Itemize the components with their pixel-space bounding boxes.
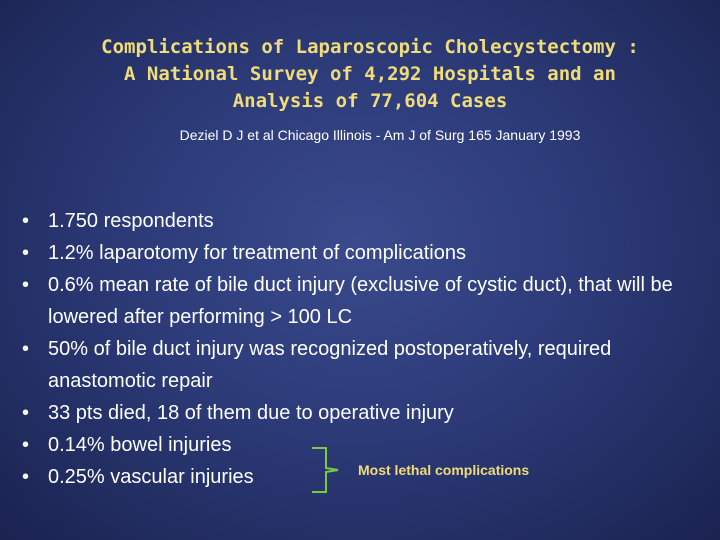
bullet-text: 1.750 respondents — [48, 210, 214, 232]
title-line-2: A National Survey of 4,292 Hospitals and an — [124, 63, 616, 85]
bullet-dot: • — [22, 242, 30, 264]
title-line-3: Analysis of 77,604 Cases — [232, 90, 508, 112]
citation-subtitle: Deziel D J et al Chicago Illinois - Am J of Surg 165 January 1993 — [179, 127, 581, 143]
bullet-dot: • — [22, 210, 30, 232]
title-line-1: Complications of Laparoscopic Cholecystectomy : — [101, 36, 639, 58]
bullet-item — [22, 269, 712, 333]
curly-brace-icon — [296, 446, 362, 494]
bullet-item — [22, 237, 712, 269]
bullet-text: 0.14% bowel injuries — [48, 434, 232, 456]
bullet-list — [22, 205, 712, 493]
callout-label: Most lethal complications — [358, 462, 530, 478]
bullet-text: 1.2% laparotomy for treatment of complications — [48, 242, 466, 264]
bullet-item — [22, 333, 712, 397]
bullet-text: 0.25% vascular injuries — [48, 466, 254, 488]
bullet-item — [22, 205, 712, 237]
bullet-text: 50% of bile duct injury was recognized postoperatively, required anastomotic repair — [48, 338, 612, 392]
bullet-dot: • — [22, 274, 30, 296]
bullet-item — [22, 397, 712, 429]
bullet-dot: • — [22, 434, 30, 456]
bullet-text: 0.6% mean rate of bile duct injury (exclusive of cystic duct), that will be lowered after performing > 100 LC — [48, 274, 673, 328]
bullet-text: 33 pts died, 18 of them due to operative injury — [48, 402, 454, 424]
bullet-dot: • — [22, 402, 30, 424]
bullet-dot: • — [22, 466, 30, 488]
bullet-item — [22, 429, 712, 461]
slide-title — [0, 34, 720, 115]
bullet-dot: • — [22, 338, 30, 360]
